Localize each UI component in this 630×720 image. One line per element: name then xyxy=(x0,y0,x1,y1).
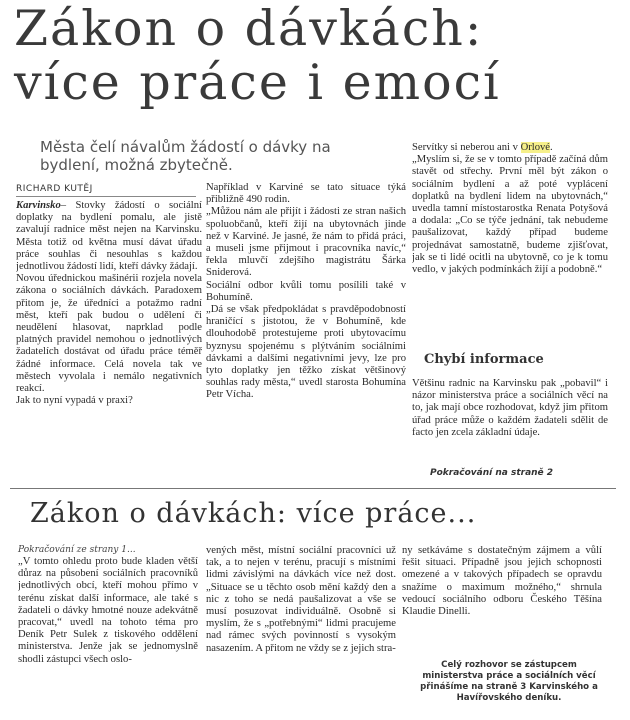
article-column-3 xyxy=(412,142,608,338)
continuation-column-2: vených měst, místní sociální pracovníci už tak, a to nejen v terénu, pracují s místními lidmi závislými na dávkách více než dost. „Situace se u těchto osob mění každý den a nic z toho se nedá paušalizovat a vše se musí posuzovat individuálně. Osobně si myslím, že s „potřebnými“ lidmi pracujeme nad rámec svých povinností s vysokým nasazením. A přitom ne vždy se z jejich stra- xyxy=(206,545,396,654)
lead-place: Karvinsko xyxy=(16,200,61,211)
section-heading: Chybí informace xyxy=(424,352,544,367)
main-headline xyxy=(14,2,614,110)
column-3-intro: Servítky si neberou ani v xyxy=(412,142,518,153)
byline-divider xyxy=(16,196,196,197)
clipping-divider xyxy=(10,488,616,489)
continued-on-page-link: Pokračování na straně 2 xyxy=(430,468,554,478)
byline: RICHARD KUTĚJ xyxy=(16,184,93,194)
column-3-text: . „Myslím si, že se v tomto případě začíná dům stavět od střechy. První měl být zákon o sociálním bydlení a až poté vyplácení doplatků na bydlení lidem na ubytovnách,“ uvedla tamní místostarostka Renata Potyšová a dodala: „Co se týče jednání, tak nebudeme paušalizovat, každý případ budeme projednávat samostatně, budeme zjišťovat, jak se ti lidé ocitli na ubytovně, co je k tomu vedlo, v jakých podmínkách žijí a podobně.“ xyxy=(412,142,608,276)
subheadline: Města čelí návalům žádostí o dávky na bydlení, možná zbytečně. xyxy=(40,138,331,174)
headline-line-2: více práce i emocí xyxy=(14,54,501,111)
article-column-2: Například v Karviné se tato situace týká přibližně 490 rodin. „Můžou nám ale přijít i žádosti ze stran našich spoluobčanů, kteří žijí na ubytovnách jinde než v Karviné. Je jasné, že nám to přidá práci, a museli jsme přijmout i pracovníka navíc,“ řekla mluvčí zdejšího magistrátu Šárka Sniderová. Sociální odbor kvůli tomu posílili také v Bohumíně. „Dá se však předpokládat s pravděpodobností hraničící s jistotou, že v Bohumíně, kde dlouhodobě protestujeme proti ubytovacímu byznysu spojenému s plýtváním sociálními dávkami a dalšími negativními jevy, lze pro tyto doplatky jen těžko získat většinový souhlas rady města,“ uvedl starosta Bohumína Petr Vícha. xyxy=(206,182,406,401)
article-column-1 xyxy=(16,200,202,482)
column-1-text: – Stovky žádostí o sociální doplatky na bydlení pomalu, ale jistě zavalují radnice měst nejen na Karvinsku. Města totiž od května musí dávat úřadu práce souhlas či nesouhlas s každou jednotlivou žádostí lidí, kteří dávky žádají. Novou úřednickou mašinérii rozjela novela zákona o sociálních dávkách. Paradoxem přitom je, že úředníci a potažmo radní měst, kteří pak budou o udělení či neudělení hlasovat, naprklad podle platných pravidel nemohou o jednotlivých žadatelích dostávat od úřadu práce téměř žádné informace. Celá novela tak ve městech vyvolala i nemálo negativních reakcí. Jak to nyní vypadá v praxi? xyxy=(16,200,202,407)
section-text: Většinu radnic na Karvinsku pak „pobavil“ i názor ministerstva práce a sociálních věcí na to, jak mají obce rozhodovat, když jim přitom úřad práce může o každém žadateli sdělit de facto jen zcela základní údaje. xyxy=(412,378,608,438)
continuation-headline: Zákon o dávkách: více práce... xyxy=(30,498,477,529)
continuation-column-1: „V tomto ohledu proto bude kladen větší důraz na působení sociálních pracovníků jednotlivých obcí, kteří mohou přímo v terénu získat další informace, ale také s žadateli o dávky hmotné nouze adekvátně pracovat,“ uvedl na tohoto téma pro Deník Petr Sulek z tiskového oddělení ministerstva. Jenže jak se jednomyslně shodli zástupci všech oslo- xyxy=(18,556,198,665)
continued-from-label: Pokračování ze strany 1... xyxy=(18,545,136,555)
headline-line-1: Zákon o dávkách: xyxy=(14,0,484,57)
highlighted-town: Orlové xyxy=(520,142,550,153)
continuation-column-3: ny setkáváme s dostatečným zájmem a vůlí řešit situaci. Případně jsou jejich schopnosti omezené a v takových případech se opravdu snažíme o maximum možného,“ shrnula vedoucí sociálního odboru Českého Těšína Klaudie Dinelli. xyxy=(402,545,602,618)
interview-note: Celý rozhovor se zástupcem ministerstva práce a sociálních věcí přinášíme na straně 3 Karvinského a Havířovského deníku. xyxy=(420,660,598,703)
